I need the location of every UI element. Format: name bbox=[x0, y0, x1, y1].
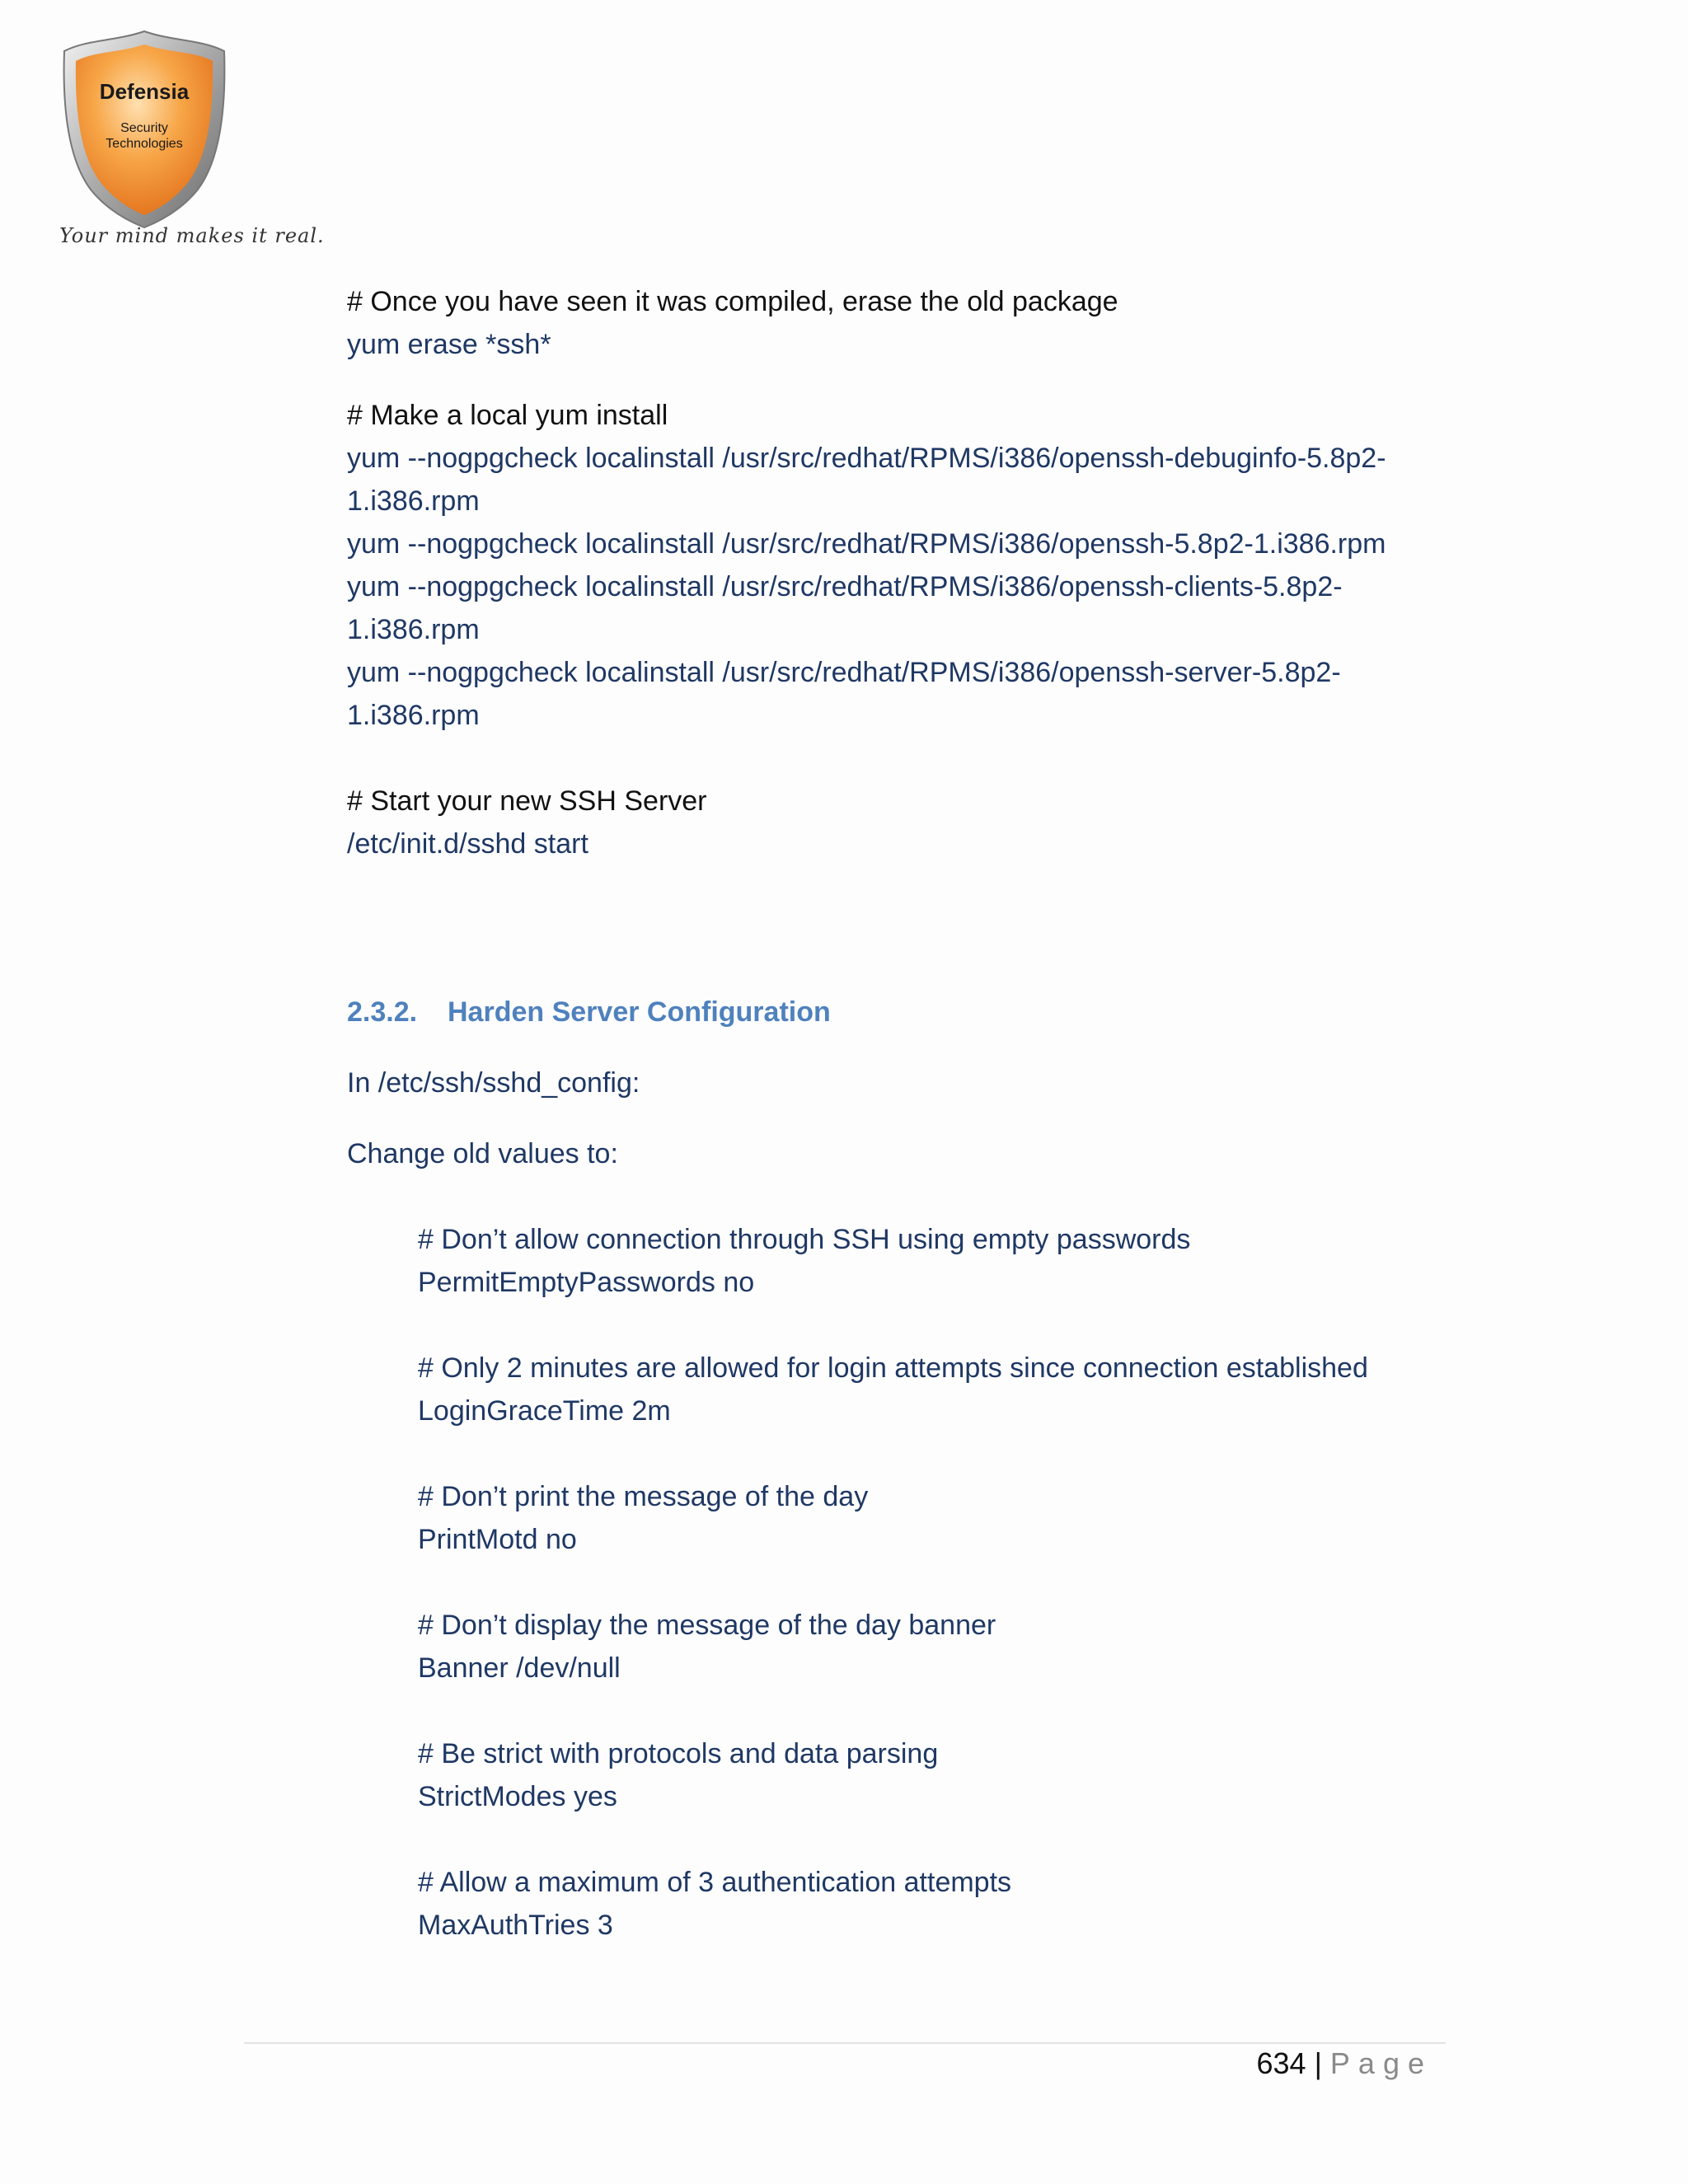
logo-tagline: Your mind makes it real. bbox=[59, 224, 325, 247]
page-label: Page bbox=[1329, 2046, 1432, 2080]
command-install-clients: yum --nogpgcheck localinstall /usr/src/redhat/RPMS/i386/openssh-clients-5.8p2-1.i386.rpm bbox=[347, 571, 1343, 645]
setting-comment: # Allow a maximum of 3 authentication attempts bbox=[418, 1867, 1012, 1898]
footer-separator: | bbox=[1314, 2046, 1322, 2080]
document-body bbox=[347, 280, 1435, 1947]
comment-erase: # Once you have seen it was compiled, erase the old package bbox=[347, 286, 1118, 317]
page-number: 634 bbox=[1256, 2046, 1306, 2080]
footer-divider bbox=[244, 2042, 1446, 2044]
intro-change-values: Change old values to: bbox=[347, 1138, 618, 1169]
setting-value: PermitEmptyPasswords no bbox=[418, 1267, 755, 1298]
logo-subtitle-1: Security bbox=[120, 121, 168, 135]
setting-value: MaxAuthTries 3 bbox=[418, 1910, 613, 1941]
logo-name: Defensia bbox=[99, 79, 190, 104]
setting-value: LoginGraceTime 2m bbox=[418, 1395, 671, 1427]
page-footer bbox=[1256, 2046, 1432, 2081]
settings-list bbox=[347, 1218, 1435, 1947]
company-logo bbox=[49, 25, 239, 255]
comment-local-install: # Make a local yum install bbox=[347, 400, 668, 431]
section-number: 2.3.2. bbox=[347, 996, 418, 1028]
section-title: Harden Server Configuration bbox=[448, 996, 831, 1028]
setting-comment: # Don’t display the message of the day banner bbox=[418, 1610, 996, 1641]
command-install-debuginfo: yum --nogpgcheck localinstall /usr/src/redhat/RPMS/i386/openssh-debuginfo-5.8p2-1.i386.rpm bbox=[347, 443, 1386, 517]
section-heading bbox=[347, 991, 1435, 1033]
setting-comment: # Don’t print the message of the day bbox=[418, 1481, 869, 1512]
logo-subtitle-2: Technologies bbox=[106, 137, 183, 151]
comment-start-server: # Start your new SSH Server bbox=[347, 785, 707, 817]
command-start-sshd: /etc/init.d/sshd start bbox=[347, 828, 588, 860]
command-install-openssh: yum --nogpgcheck localinstall /usr/src/redhat/RPMS/i386/openssh-5.8p2-1.i386.rpm bbox=[347, 528, 1386, 560]
setting-value: StrictModes yes bbox=[418, 1781, 617, 1812]
setting-value: PrintMotd no bbox=[418, 1524, 577, 1555]
setting-comment: # Only 2 minutes are allowed for login attempts since connection established bbox=[418, 1352, 1368, 1384]
setting-comment: # Don’t allow connection through SSH using empty passwords bbox=[418, 1224, 1191, 1255]
command-yum-erase: yum erase *ssh* bbox=[347, 329, 551, 360]
command-install-server: yum --nogpgcheck localinstall /usr/src/redhat/RPMS/i386/openssh-server-5.8p2-1.i386.rpm bbox=[347, 657, 1341, 731]
intro-config-file: In /etc/ssh/sshd_config: bbox=[347, 1067, 640, 1099]
setting-value: Banner /dev/null bbox=[418, 1652, 621, 1684]
setting-comment: # Be strict with protocols and data parsing bbox=[418, 1738, 939, 1769]
